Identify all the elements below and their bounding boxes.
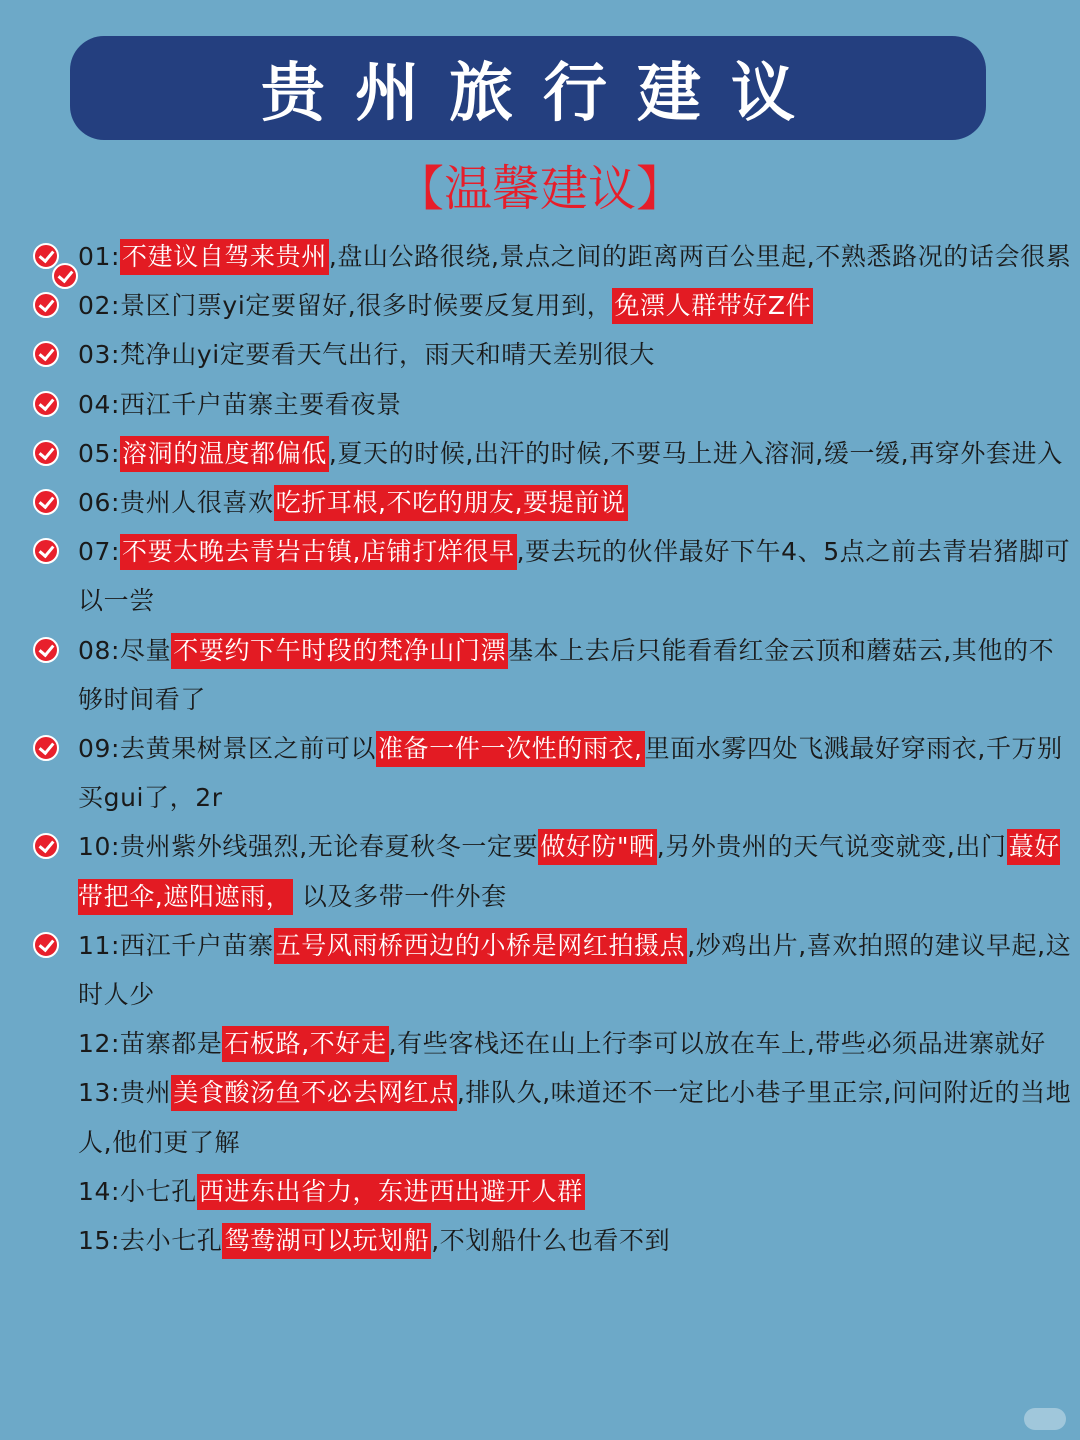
highlighted-text: 鸳鸯湖可以玩划船 xyxy=(222,1223,431,1259)
tip-item xyxy=(0,1167,1080,1216)
tip-text: 01: xyxy=(78,242,121,271)
highlighted-text: 美食酸汤鱼不必去网红点 xyxy=(171,1075,457,1111)
highlighted-text: 不要太晚去青岩古镇,店铺打烊很早 xyxy=(120,534,517,570)
tip-item xyxy=(0,429,1080,478)
check-circle-icon xyxy=(33,292,59,318)
tip-item xyxy=(0,626,1080,724)
tip-text: 15:去小七孔 xyxy=(78,1226,223,1256)
tip-text: 13:贵州 xyxy=(78,1078,172,1108)
tip-text: 02:景区门票yi定要留好,很多时候要反复用到， xyxy=(78,291,613,321)
highlighted-text: 溶洞的温度都偏低 xyxy=(120,436,329,472)
tip-item xyxy=(0,822,1080,920)
tip-text: ,盘山公路很绕,景点之间的距离两百公里起,不熟悉路况的话会很累 xyxy=(328,242,1072,271)
highlighted-text: 吃折耳根,不吃的朋友,要提前说 xyxy=(274,485,628,521)
check-circle-icon xyxy=(33,440,59,466)
tips-list xyxy=(0,232,1080,1265)
tip-item xyxy=(0,1216,1080,1265)
tip-item xyxy=(0,921,1080,1019)
tip-item xyxy=(0,1019,1080,1068)
check-circle-icon xyxy=(33,932,59,958)
check-circle-icon xyxy=(33,637,59,663)
highlighted-text: 不建议自驾来贵州 xyxy=(120,239,329,275)
tip-text: ,另外贵州的天气说变就变,出门 xyxy=(656,832,1007,862)
tip-text: 基本上去后只能看看红金云顶和蘑菇云,其他的不够时间看了 xyxy=(78,635,1055,714)
page-title: 贵州旅行建议 xyxy=(261,57,825,131)
highlighted-text: 西进东出省力，东进西出避开人群 xyxy=(197,1174,585,1210)
tip-item xyxy=(0,478,1080,527)
tip-text: 以及多带一件外套 xyxy=(293,881,507,911)
tip-item xyxy=(0,330,1080,379)
tip-text: ,不划船什么也看不到 xyxy=(431,1226,671,1256)
tip-text: 10:贵州紫外线强烈,无论春夏秋冬一定要 xyxy=(78,832,539,862)
check-circle-icon xyxy=(33,391,59,417)
tip-text: 09:去黄果树景区之前可以 xyxy=(78,734,377,764)
tip-item xyxy=(0,380,1080,429)
watermark xyxy=(1024,1408,1066,1430)
tip-item xyxy=(0,1068,1080,1166)
tip-item xyxy=(0,724,1080,822)
highlighted-text: 做好防"晒 xyxy=(538,829,657,865)
highlighted-text: 不要约下午时段的梵净山门漂 xyxy=(171,633,508,669)
highlighted-text: 蕞好带把伞,遮阳遮雨， xyxy=(78,829,1060,914)
highlighted-text: 免漂人群带好Z件 xyxy=(612,288,813,324)
highlighted-text: 准备一件一次性的雨衣, xyxy=(376,731,645,767)
tip-text: 11:西江千户苗寨 xyxy=(78,930,274,960)
subtitle: 【温馨建议】 xyxy=(395,161,684,217)
tip-text: 08:尽量 xyxy=(78,635,172,665)
check-circle-icon xyxy=(33,489,59,515)
check-circle-icon xyxy=(33,735,59,761)
tip-text: ,要去玩的伙伴最好下午4、5点之前去青岩猪脚可以一尝 xyxy=(78,537,1071,616)
tip-text: 12:苗寨都是 xyxy=(78,1029,223,1059)
tip-text: 07: xyxy=(78,537,121,567)
tip-text: 03:梵净山yi定要看天气出行，雨天和晴天差别很大 xyxy=(78,340,655,370)
tip-item xyxy=(0,527,1080,625)
tip-item xyxy=(0,281,1080,330)
tip-text: ,有些客栈还在山上行李可以放在车上,带些必须品进寨就好 xyxy=(388,1029,1046,1059)
tip-text: 里面水雾四处飞溅最好穿雨衣,千万别买gui了，2r xyxy=(78,734,1063,813)
check-circle-icon xyxy=(33,538,59,564)
title-banner xyxy=(70,36,986,140)
tip-text: 04:西江千户苗寨主要看夜景 xyxy=(78,389,402,419)
tip-text: ,炒鸡出片,喜欢拍照的建议早起,这时人少 xyxy=(78,930,1072,1010)
tip-text: ,夏天的时候,出汗的时候,不要马上进入溶洞,缓一缓,再穿外套进入 xyxy=(328,438,1063,468)
highlighted-text: 石板路,不好走 xyxy=(222,1026,388,1062)
check-circle-icon xyxy=(33,341,59,367)
tip-text: 06:贵州人很喜欢 xyxy=(78,488,274,518)
check-circle-icon xyxy=(33,243,59,269)
tip-text: ,排队久,味道还不一定比小巷子里正宗,问问附近的当地人,他们更了解 xyxy=(78,1078,1072,1157)
highlighted-text: 五号风雨桥西边的小桥是网红拍摄点 xyxy=(274,928,688,964)
check-circle-icon xyxy=(33,833,59,859)
tip-item xyxy=(0,232,1080,281)
tip-text: 14:小七孔 xyxy=(78,1176,197,1206)
tip-text: 05: xyxy=(78,438,121,468)
